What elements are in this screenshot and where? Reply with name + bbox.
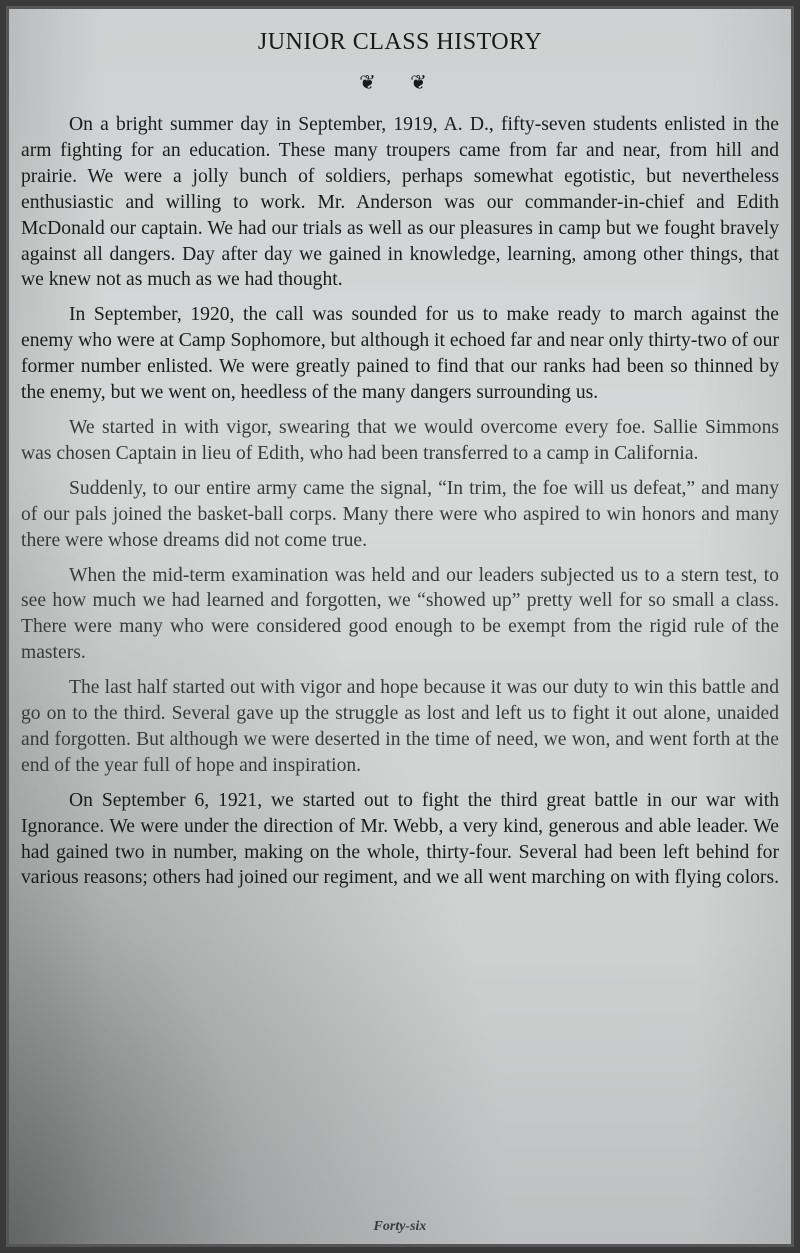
- document-body: [21, 112, 779, 891]
- paragraph-7: On September 6, 1921, we started out to fight the third great battle in our war with Ignorance. We were under the direction of Mr. Webb, a very kind, generous and able leader. We had gained two in number, making on the whole, thirty-four. Several had been left behind for various reasons; others had joined our regiment, and we all went marching on with flying colors.: [21, 789, 779, 889]
- paragraph-5: When the mid-term examination was held and our leaders subjected us to a stern test, to see how much we had learned and forgotten, we “showed up” pretty well for so small a class. There were many who were considered good enough to be exempt from the rigid rule of the masters.: [21, 564, 779, 664]
- document-photo: [6, 6, 794, 1247]
- ornament-icon: ❦ ❦: [359, 70, 441, 94]
- paragraph-2: In September, 1920, the call was sounded for us to make ready to march against the enemy who were at Camp Sophomore, but although it echoed far and near only thirty-two of our former number enlisted. We were greatly pained to find that our ranks had been so thinned by the enemy, but we went on, heedless of the many dangers surrounding us.: [21, 304, 779, 404]
- paragraph-3: We started in with vigor, swearing that we would overcome every foe. Sallie Simmons was chosen Captain in lieu of Edith, who had been transferred to a camp in California.: [21, 416, 779, 464]
- document-page: [17, 17, 783, 1239]
- paragraph-6: The last half started out with vigor and hope because it was our duty to win this battle and go on to the third. Several gave up the struggle as lost and left us to fight it out alone, unaided and forgotten. But although we were deserted in the time of need, we won, and went forth at the end of the year full of hope and inspiration.: [21, 677, 779, 776]
- page-title: JUNIOR CLASS HISTORY: [257, 29, 543, 55]
- paragraph-4: Suddenly, to our entire army came the signal, “In trim, the foe will us defeat,” and many of our pals joined the basket-ball corps. Many there were who aspired to win honors and many there were whose dreams did not come true.: [21, 477, 779, 551]
- page-number: Forty-six: [373, 1219, 427, 1234]
- paragraph-1: On a bright summer day in September, 1919, A. D., fifty-seven students enlisted in the arm fighting for an education. These many troupers came from far and near, from hill and prairie. We were a jolly bunch of soldiers, perhaps somewhat egotistic, but nevertheless enthusiastic and willing to work. Mr. Anderson was our commander-in-chief and Edith McDonald our captain. We had our trials as well as our pleasures in camp but we fought bravely against all dangers. Day after day we gained in knowledge, learning, among other things, that we knew not as much as we had thought.: [21, 114, 779, 291]
